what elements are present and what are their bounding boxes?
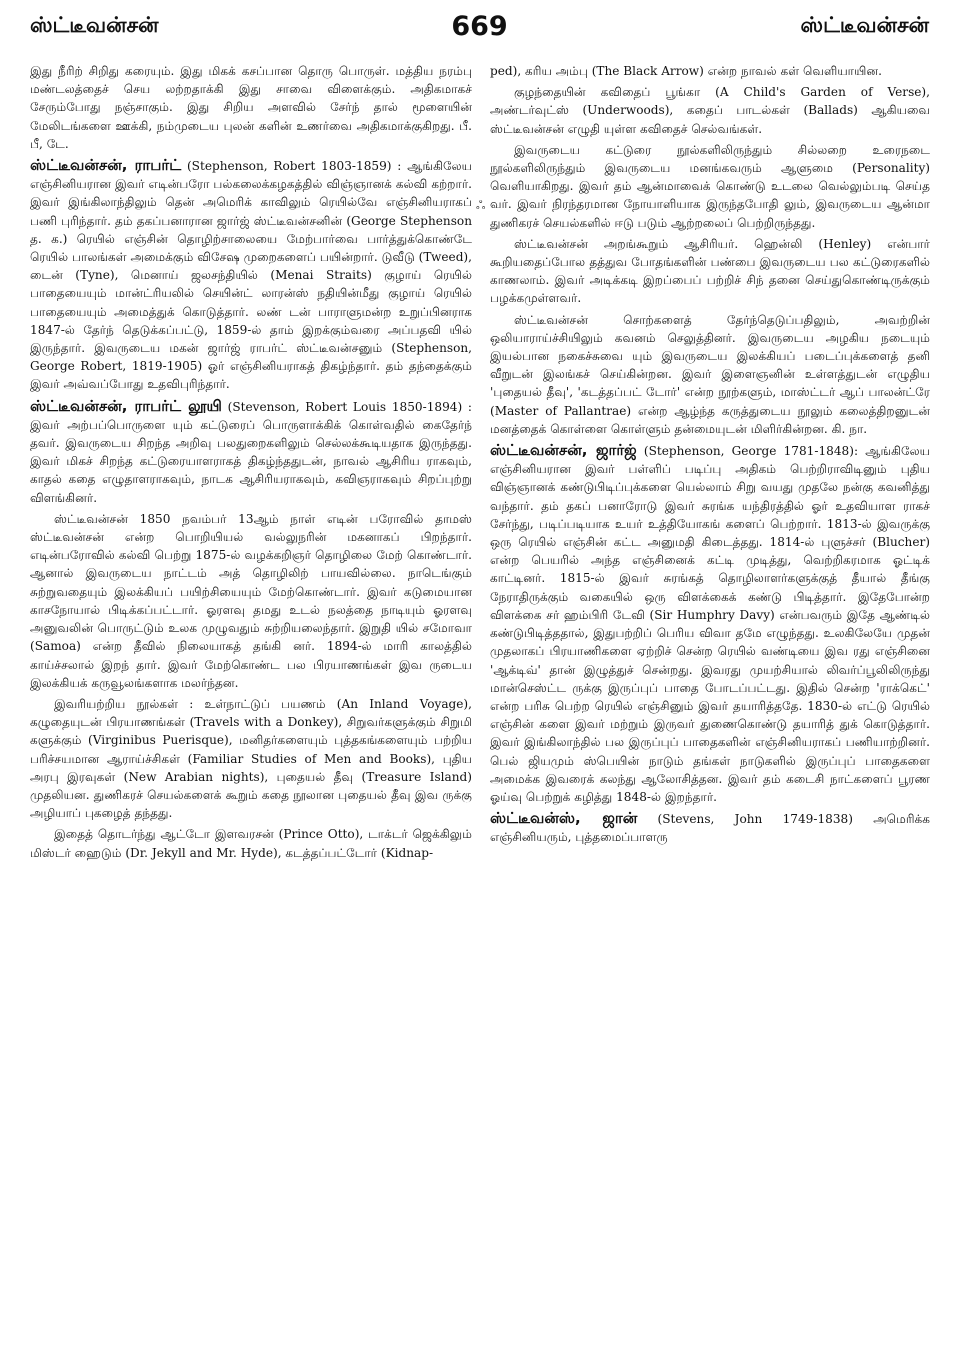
paragraph: இவரியற்றிய நூல்கள் : உள்நாட்டுப் பயணம் (An Inland Voyage), கழுதையுடன் பிரயாணங்கள் (Travels with a Donkey), சிறுவர்களுக்கும் சிறுமி களுக்கும் (Virginibus Puerisque), மனிதர்களையும் புத்தகங்களையும் பற்றிய பரிச்சயமான ஆராய்ச்சிகள் (Familiar Studies of Men and Books), புதிய அரபு இரவுகள் (New Arabian nights), புதையல் தீவு (Treasure Island) முதலியன. துணிகரச் செயல்களைக் கூறும் கதை நூலான புதையல் தீவு இவ ருக்கு அழியாப் புகழைத் தந்தது. xyxy=(30,696,472,821)
margin-mark: ஃ xyxy=(476,198,486,212)
entry-george-stephenson: ஸ்ட்டீவன்சன், ஜார்ஜ் (Stephenson, George 1781-1848): ஆங்கிலேய எஞ்சினியரான இவர் பள்ளிப் படிப்பு அதிகம் பெற்றிராவிடினும் புதிய விஞ்ஞானக் கண்டுபிடிப்புக்களை யெல்லாம் சிறு வயது முதலே நன்கு கவனித்து வந்தார். தம் தகப் பனாரோடு இவர் சுரங்க யந்திரத்தில் ஓர் உதவியாள ராகச் சேர்ந்து, படிப்படியாக உயர் உத்தியோகங் களைப் பெற்றார். 1813-ல் இவருக்கு ஒரு ரெயில் எஞ்சின் கட்ட அனுமதி கிடைத்தது. 1814-ல் புளுச்சர் (Blucher) என்ற பெயரில் அந்த எஞ்சினைக் கட்டி முடித்து, வெற்றிகரமாக ஓட்டிக் காட்டினர். 1815-ல் இவர் சுரங்கத் தொழிலாளர்களுக்குத் தீயால் தீங்கு நேராதிருக்கும் வகையில் ஒரு விளக்கைக் கண்டு பிடித்தார். இதேபோன்ற விளக்கை சர் ஹம்பிரி டேவி (Sir Humphry Davy) என்பவரும் இதே ஆண்டில் கண்டுபிடித்ததால், இதுபற்றிப் பெரிய விவா தமே எழுந்தது. உலகிலேயே முதன் முதலாகப் பிரயாணிகளை ஏற்றிச் சென்ற ரெயில் வண்டியை இவ ரது எஞ்சினை 'ஆக்டிவ்' தான் இழுத்துச் சென்றது. இவரது முயற்சியால் லிவர்ப்பூலிலிருந்து மான்செஸ்ட்ட ருக்கு இருப்புப் பாதை போடப்பட்டது. இதில் சென்ற 'ராக்கெட்' என்ற பரிசு பெற்ற ரெயில் எஞ்சினும் இவர் தயாரித்ததே. 1830-ல் எட்டு ரெயில் எஞ்சின் களை இவர் மற்றும் இருவர் துணைகொண்டு தயாரித் துக் கொடுத்தார். இவர் இங்கிலாந்தில் பல இருப்புப் பாதைகளின் எஞ்சினியராகப் பணியாற்றினர். பெல் ஜியமும் ஸ்பெயின் நாடும் தங்கள் நாடுகளில் இருப்புப் பாதைகளை அமைக்க இவரைக் கலந்து ஆலோசித்தன. இவர் தம் கடைசி நாட்களைப் பூரண ஓய்வு பெற்றுக் கழித்து 1848-ல் இறந்தார். xyxy=(490,441,930,804)
paragraph: ஸ்ட்டீவன்சன் 1850 நவம்பர் 13ஆம் நாள் எடின் பரோவில் தாமஸ் ஸ்ட்டீவன்சன் என்ற பொறியியல் வல்லுநரின் மகனாகப் பிறந்தார். எடின்பரோவில் கல்வி பெற்று 1875-ல் வழக்கறிஞர் தொழிலை மேற் கொண்டார். ஆனால் இவருடைய நாட்டம் அத் தொழிலிற் பாயவில்லை. நாடெங்கும் சுற்றுவதையும் இலக்கியப் பயிற்சியையும் மேற்கொண்டார். இவர் கடுமையான காசநோயால் பிடிக்கப்பட்டார். ஓரளவு தமது உடல் நலத்தை நாடியும் ஓரளவு அனுவலின் பொருட்டும் உலக முழுவதும் சுற்றியலைந்தார். இறுதி யில் சமோவா (Samoa) என்ற தீவில் நிலையாகத் தங்கி னர். 1894-ல் மாரி காலத்தில் காய்ச்சலால் இறந் தார். இவர் மேற்கொண்ட பல பிரயாணங்கள் இவ ருடைய இலக்கியக் கருவூலங்களாக மலர்ந்தன. xyxy=(30,511,472,690)
entry-title: ஸ்ட்டீவன்ஸ், ஜான் xyxy=(490,809,638,828)
right-column xyxy=(490,62,930,1352)
entry-john-stevens: ஸ்ட்டீவன்ஸ், ஜான் (Stevens, John 1749-1838) அமெரிக்க எஞ்சினியரும், புத்தமைப்பாளரு xyxy=(490,809,930,845)
running-head-right: ஸ்ட்டீவன்சன் xyxy=(800,12,929,37)
left-column xyxy=(30,62,472,1352)
entry-robert-stephenson: ஸ்ட்டீவன்சன், ராபர்ட் (Stephenson, Robert 1803-1859) : ஆங்கிலேய எஞ்சினியரான இவர் எடின்பரோ பல்கலைக்கழகத்தில் விஞ்ஞானக் கல்வி கற்றார். இவர் இங்கிலாந்திலும் தென் அமெரிக் காவிலும் ரெயில்வே எஞ்சினியராகப் பணி புரிந்தார். தம் தகப்பனாரான ஜார்ஜ் ஸ்ட்டீவன்சனின் (George Stephenson த. க.) ரெயில் எஞ்சின் தொழிற்சாலையை மேற்பார்வை பார்த்துக்கொண்டே ரெயில் பாலங்கள் அமைக்கும் விசேஷ முறைகளைப் பயின்றார். டுவீடு (Tweed), டைன் (Tyne), மெனாய் ஜலசந்தியில் (Menai Straits) குழாய் ரெயில் பாதையையும் மான்ட்ரியலில் செயின்ட் லாரன்ஸ் நதியின்மீது குழாய் ரெயில் பாதையையும் அமைத்துக் கொடுத்தார். லண் டன் பாராளுமன்ற உறுப்பினராக 1847-ல் தேர்ந் தெடுக்கப்பட்டு, 1859-ல் தாம் இறக்கும்வரை அப்பதவி யில் இருந்தார். இவருடைய மகன் ஜார்ஜ் ராபர்ட் ஸ்ட்டீவன்சனும் (Stephenson, George Robert, 1819-1905) ஓர் எஞ்சினியராகத் திகழ்ந்தார். தம் தந்தைக்கும் இவர் அவ்வப்போது உதவிபுரிந்தார். xyxy=(30,156,472,392)
paragraph: இவருடைய கட்டுரை நூல்களிலிருந்தும் சில்லறை உரைநடை நூல்களிலிருந்தும் இவருடைய மனங்கவரும் ஆளுமை (Personality) வெளியாகிறது. இவர் தம் ஆன்மாவைக் கொண்டு உடலை வெல்லும்படி செய்த வர். இவர் நிரந்தரமான நோயாளியாக இருந்தபோதி லும், இவருடைய ஆன்மா துணிகரச் செயல்களில் ஈடு படும் ஆற்றலைப் பெற்றிருந்தது. xyxy=(490,142,930,230)
page-header xyxy=(30,6,929,46)
paragraph: ஸ்ட்டீவன்சன் சொற்களைத் தேர்ந்தெடுப்பதிலும், அவற்றின் ஒலியாராய்ச்சியிலும் கவனம் செலுத்தினர். இவருடைய அழகிய நடையும் இயல்பான நகைச்சுவை யும் இவருடைய இலக்கியப் படைப்புக்களைத் தனி வீறுடன் இலங்கச் செய்கின்றன. இவர் இளைஞனின் உள்ளத்துடன் எழுதிய 'புதையல் தீவு', 'கடத்தப்பட் டோர்' என்ற நூற்களும், மாஸ்ட்டர் ஆப் பாலன்ட்ரே (Master of Pallantrae) என்ற ஆழ்ந்த கருத்துடைய நூலும் கலைத்திறனுடன் மனத்தைக் கொள்ளை கொள்ளும் தன்மையுடன் மிளிர்கின்றன. கி. நா. xyxy=(490,312,930,436)
paragraph: இதைத் தொடர்ந்து ஆட்டோ இளவரசன் (Prince Otto), டாக்டர் ஜெக்கிலும் மிஸ்டர் ஹைடும் (Dr. Jekyll and Mr. Hyde), கடத்தப்பட்டோர் (Kidnap- xyxy=(30,827,472,860)
author-initials: பீ. பீ, டே. xyxy=(30,118,472,151)
paragraph: ped), கரிய அம்பு (The Black Arrow) என்ற நாவல் கள் வெளியாயின. xyxy=(490,64,882,78)
author-initials: கி. நா. xyxy=(831,421,868,436)
entry-title: ஸ்ட்டீவன்சன், ஜார்ஜ் xyxy=(490,441,637,460)
paragraph: இது நீரிற் சிறிது கரையும். இது மிகக் கசப்பான தொரு பொருள். மத்திய நரம்பு மண்டலத்தைச் செய லற்றதாக்கி இது சாவை விளைக்கும். அதிகமாகச் சேரும்போது நஞ்சாகும். இது சிறிய அளவில் சேர்ந் தால் மூளையின் மேலிடங்களை ஊக்கி, நம்முடைய புலன் களின் உணர்வை அதிகமாக்குகிறது. பீ. பீ, டே. xyxy=(30,64,472,151)
entry-title: ஸ்ட்டீவன்சன், ராபர்ட் xyxy=(30,156,182,175)
entry-robert-louis-stevenson: ஸ்ட்டீவன்சன், ராபர்ட் லூயி (Stevenson, Robert Louis 1850-1894) : இவர் அற்பப்பொருளை யும் கட்டுரைப் பொருளாக்கிக் கொள்வதில் கைதேர்ந் தவர். இவருடைய சிறந்த அறிவு பலதுறைகளிலும் செல்லக்கூடியதாக இருந்தது. இவர் மிகச் சிறந்த கட்டுரையாளராகத் திகழ்ந்ததுடன், நாவல் ஆசிரிய ராகவும், காதல் கதை எழுதாளராகவும், நாடக ஆசிரியராகவும், கவிஞராகவும் சிறப்புற்று விளங்கினர். xyxy=(30,396,472,505)
entry-title: ஸ்ட்டீவன்சன், ராபர்ட் லூயி xyxy=(30,396,222,415)
paragraph: ஸ்ட்டீவன்சன் அறங்கூறும் ஆசிரியர். ஹென்லி (Henley) என்பார் கூறியதைப்போல தத்துவ போதங்களின் பண்பை இவருடைய பல கட்டுரைகளில் காணலாம். இவர் அடிக்கடி இறப்பைப் பற்றிச் சிந் தனை செய்துகொண்டிருக்கும் பழக்கமுள்ளவர். xyxy=(490,236,930,306)
paragraph: குழந்தையின் கவிதைப் பூங்கா (A Child's Garden of Verse), அண்டர்வுட்ஸ் (Underwoods), கதைப் பாடல்கள் (Ballads) ஆகியவை ஸ்ட்டீவன்சன் எழுதி யுள்ள கவிதைச் செல்வங்கள். xyxy=(490,85,930,136)
page-number: 669 xyxy=(451,10,508,42)
running-head-left: ஸ்ட்டீவன்சன் xyxy=(30,12,159,37)
